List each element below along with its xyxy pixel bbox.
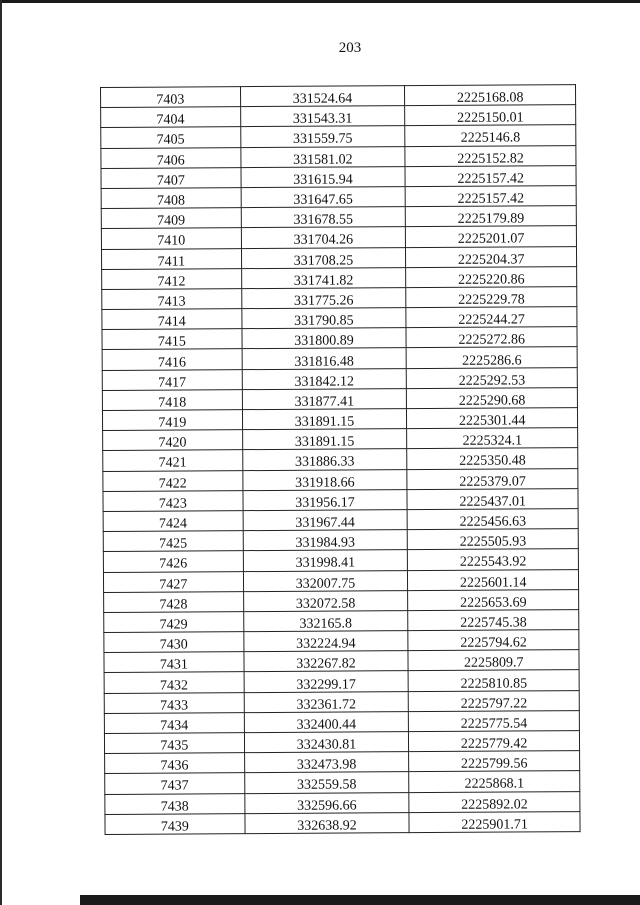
x-coordinate-cell xyxy=(244,691,409,712)
x-coordinate-cell xyxy=(244,772,409,793)
y-coordinate-cell xyxy=(409,710,580,731)
y-coordinate-cell xyxy=(409,811,580,832)
point-id-cell-text: 7409 xyxy=(157,213,186,229)
point-id-cell xyxy=(103,511,243,532)
x-coordinate-cell-text: 331877.41 xyxy=(294,394,355,410)
y-coordinate-cell xyxy=(407,488,578,509)
x-coordinate-cell xyxy=(241,288,406,309)
x-coordinate-cell xyxy=(244,792,409,813)
x-coordinate-cell xyxy=(241,308,406,329)
x-coordinate-cell-text: 331967.44 xyxy=(295,515,355,531)
y-coordinate-cell-text: 2225794.62 xyxy=(460,635,527,651)
point-id-cell-text: 7427 xyxy=(159,577,188,593)
point-id-cell-text: 7408 xyxy=(156,193,186,209)
x-coordinate-cell xyxy=(244,732,409,753)
y-coordinate-cell xyxy=(406,307,577,328)
point-id-cell-text: 7437 xyxy=(160,778,189,795)
y-coordinate-cell-text: 2225892.02 xyxy=(461,797,528,813)
y-coordinate-cell-text: 2225292.53 xyxy=(458,373,526,389)
x-coordinate-cell xyxy=(240,126,405,147)
y-coordinate-cell-text: 2225272.86 xyxy=(458,332,525,349)
point-id-cell-text: 7429 xyxy=(159,617,188,633)
x-coordinate-cell-text: 331704.26 xyxy=(293,232,354,249)
point-id-cell-text: 7421 xyxy=(158,455,187,472)
y-coordinate-cell xyxy=(408,549,579,570)
x-coordinate-cell-text: 331998.41 xyxy=(295,555,356,572)
y-coordinate-cell-text: 2225350.48 xyxy=(459,453,526,470)
y-coordinate-cell xyxy=(408,569,579,590)
x-coordinate-cell-text: 331524.64 xyxy=(292,91,353,107)
y-coordinate-cell xyxy=(408,650,579,671)
point-id-cell xyxy=(102,329,242,350)
point-id-cell-text: 7404 xyxy=(156,112,185,128)
x-coordinate-cell xyxy=(242,328,407,349)
x-coordinate-cell-text: 332361.72 xyxy=(296,697,357,713)
y-coordinate-cell-text: 2225152.82 xyxy=(457,151,524,167)
x-coordinate-cell xyxy=(243,611,408,632)
y-coordinate-cell-text: 2225779.42 xyxy=(460,736,528,752)
x-coordinate-cell xyxy=(243,489,408,510)
point-id-cell xyxy=(103,470,243,491)
x-coordinate-cell-text: 332430.81 xyxy=(296,737,357,753)
x-coordinate-cell xyxy=(241,187,406,208)
point-id-cell xyxy=(102,389,242,410)
point-id-cell-text: 7414 xyxy=(157,314,186,330)
x-coordinate-cell-text: 331891.15 xyxy=(294,414,355,430)
y-coordinate-cell-text: 2225745.38 xyxy=(460,615,527,631)
table-row xyxy=(101,85,576,108)
point-id-cell xyxy=(102,309,242,330)
x-coordinate-cell-text: 331886.33 xyxy=(294,454,355,471)
x-coordinate-cell-text: 331559.75 xyxy=(292,131,353,148)
x-coordinate-cell-text: 331581.02 xyxy=(293,152,353,168)
y-coordinate-cell xyxy=(408,630,579,651)
y-coordinate-cell-text: 2225229.78 xyxy=(458,292,525,308)
y-coordinate-cell xyxy=(409,771,580,792)
y-coordinate-cell xyxy=(407,367,578,388)
point-id-cell xyxy=(101,107,241,128)
x-coordinate-cell-text: 331956.17 xyxy=(295,495,355,511)
point-id-cell xyxy=(104,692,244,713)
y-coordinate-cell xyxy=(406,266,577,287)
point-id-cell-text: 7424 xyxy=(158,516,188,532)
y-coordinate-cell-text: 2225157.42 xyxy=(457,171,525,187)
point-id-cell xyxy=(102,369,242,390)
y-coordinate-cell-text: 2225543.92 xyxy=(459,554,527,571)
x-coordinate-cell-text: 331708.25 xyxy=(293,253,354,269)
point-id-cell-text: 7438 xyxy=(160,799,189,815)
point-id-cell-text: 7425 xyxy=(159,536,188,552)
point-id-cell-text: 7406 xyxy=(156,153,185,169)
point-id-cell xyxy=(101,188,241,209)
y-coordinate-cell xyxy=(407,448,578,469)
point-id-cell xyxy=(101,147,241,168)
x-coordinate-cell-text: 331543.31 xyxy=(292,111,353,128)
point-id-cell-text: 7407 xyxy=(156,173,185,189)
x-coordinate-cell xyxy=(242,368,407,389)
x-coordinate-cell-text: 332400.44 xyxy=(296,717,357,733)
y-coordinate-cell-text: 2225868.1 xyxy=(464,776,525,793)
x-coordinate-cell xyxy=(242,348,407,369)
point-id-cell xyxy=(105,773,245,794)
point-id-cell xyxy=(101,127,241,148)
point-id-cell xyxy=(101,228,241,249)
y-coordinate-cell-text: 2225157.42 xyxy=(457,191,525,207)
x-coordinate-cell xyxy=(244,711,409,732)
point-id-cell xyxy=(101,87,241,108)
point-id-cell xyxy=(105,753,245,774)
y-coordinate-cell-text: 2225809.7 xyxy=(463,655,524,672)
point-id-cell-text: 7410 xyxy=(157,233,186,250)
x-coordinate-cell xyxy=(241,207,406,228)
x-coordinate-cell-text: 331800.89 xyxy=(294,333,354,350)
point-id-cell xyxy=(102,289,242,310)
x-coordinate-cell-text: 331615.94 xyxy=(293,172,353,188)
y-coordinate-cell xyxy=(406,286,577,307)
point-id-cell xyxy=(103,531,243,552)
y-coordinate-cell-text: 2225220.86 xyxy=(458,272,525,288)
point-id-cell xyxy=(103,430,243,451)
y-coordinate-cell xyxy=(408,589,579,610)
point-id-cell-text: 7422 xyxy=(158,476,187,492)
x-coordinate-cell xyxy=(240,146,405,167)
point-id-cell-text: 7413 xyxy=(157,294,186,310)
x-coordinate-cell xyxy=(242,409,407,430)
point-id-cell-text: 7415 xyxy=(157,334,186,350)
point-id-cell xyxy=(102,268,242,289)
y-coordinate-cell-text: 2225324.1 xyxy=(462,433,523,450)
point-id-cell-text: 7431 xyxy=(159,657,188,673)
x-coordinate-cell-text: 332224.94 xyxy=(296,636,356,652)
scan-edge-bottom xyxy=(80,895,640,905)
y-coordinate-cell-text: 2225286.6 xyxy=(462,352,522,369)
y-coordinate-cell xyxy=(408,609,579,630)
y-coordinate-cell-text: 2225505.93 xyxy=(459,534,527,551)
point-id-cell xyxy=(103,490,243,511)
point-id-cell-text: 7423 xyxy=(158,496,187,512)
y-coordinate-cell-text: 2225379.07 xyxy=(459,474,526,490)
x-coordinate-cell xyxy=(243,631,408,652)
y-coordinate-cell-text: 2225179.89 xyxy=(457,211,525,228)
y-coordinate-cell-text: 2225437.01 xyxy=(459,494,526,510)
point-id-cell xyxy=(104,591,244,612)
x-coordinate-cell-text: 331647.65 xyxy=(293,192,353,208)
y-coordinate-cell-text: 2225775.54 xyxy=(460,716,528,732)
point-id-cell xyxy=(104,612,244,633)
y-coordinate-cell-text: 2225301.44 xyxy=(458,413,526,429)
point-id-cell-text: 7433 xyxy=(160,698,189,714)
scan-edge-top xyxy=(0,0,640,3)
x-coordinate-cell xyxy=(243,550,408,571)
x-coordinate-cell-text: 332473.98 xyxy=(296,757,357,774)
x-coordinate-cell-text: 332638.92 xyxy=(297,818,357,834)
point-id-cell-text: 7416 xyxy=(157,355,187,371)
point-id-cell xyxy=(104,652,244,673)
point-id-cell-text: 7420 xyxy=(158,435,187,451)
x-coordinate-cell-text: 331891.15 xyxy=(294,434,355,451)
point-id-cell xyxy=(101,167,241,188)
y-coordinate-cell-text: 2225290.68 xyxy=(458,393,526,409)
x-coordinate-cell xyxy=(241,166,406,187)
y-coordinate-cell xyxy=(406,327,577,348)
y-coordinate-cell-text: 2225810.85 xyxy=(460,675,528,692)
x-coordinate-cell-text: 332072.58 xyxy=(295,596,356,612)
y-coordinate-cell xyxy=(406,226,577,247)
x-coordinate-cell-text: 332559.58 xyxy=(296,777,357,794)
x-coordinate-cell-text: 331678.55 xyxy=(293,212,354,229)
point-id-cell-text: 7412 xyxy=(157,274,186,290)
point-id-cell-text: 7426 xyxy=(159,556,188,573)
y-coordinate-cell xyxy=(405,105,576,126)
x-coordinate-cell xyxy=(241,247,406,268)
point-id-cell-text: 7432 xyxy=(159,678,189,694)
x-coordinate-cell xyxy=(244,752,409,773)
y-coordinate-cell xyxy=(406,206,577,227)
y-coordinate-cell-text: 2225146.8 xyxy=(460,130,521,147)
x-coordinate-cell-text: 332299.17 xyxy=(296,676,356,693)
y-coordinate-cell xyxy=(408,690,579,711)
point-id-cell xyxy=(101,248,241,269)
x-coordinate-cell xyxy=(244,651,409,672)
x-coordinate-cell-text: 331816.48 xyxy=(294,353,354,370)
y-coordinate-cell xyxy=(407,529,578,550)
point-id-cell xyxy=(105,813,245,834)
point-id-cell xyxy=(103,551,243,572)
x-coordinate-cell xyxy=(245,812,410,833)
y-coordinate-cell-text: 2225168.08 xyxy=(456,90,524,106)
x-coordinate-cell xyxy=(243,570,408,591)
x-coordinate-cell xyxy=(242,388,407,409)
x-coordinate-cell-text: 332007.75 xyxy=(295,576,356,592)
point-id-cell-text: 7419 xyxy=(158,415,187,431)
coordinate-table-body xyxy=(101,85,581,835)
point-id-cell-text: 7411 xyxy=(157,254,186,270)
y-coordinate-cell xyxy=(407,468,578,489)
y-coordinate-cell xyxy=(409,731,580,752)
coordinate-table xyxy=(100,84,581,835)
y-coordinate-cell-text: 2225244.27 xyxy=(458,312,525,328)
point-id-cell xyxy=(105,793,245,814)
x-coordinate-cell-text: 331918.66 xyxy=(295,475,355,491)
y-coordinate-cell xyxy=(405,165,576,186)
y-coordinate-cell-text: 2225797.22 xyxy=(460,696,528,712)
y-coordinate-cell xyxy=(405,145,576,166)
x-coordinate-cell xyxy=(242,429,407,450)
point-id-cell xyxy=(104,632,244,653)
point-id-cell xyxy=(102,349,242,370)
y-coordinate-cell-text: 2225201.07 xyxy=(457,231,525,248)
x-coordinate-cell xyxy=(242,449,407,470)
x-coordinate-cell-text: 331984.93 xyxy=(295,535,356,552)
x-coordinate-cell xyxy=(240,106,405,127)
x-coordinate-cell xyxy=(244,671,409,692)
x-coordinate-cell xyxy=(243,530,408,551)
x-coordinate-cell-text: 331775.26 xyxy=(293,293,354,309)
point-id-cell xyxy=(103,450,243,471)
point-id-cell-text: 7435 xyxy=(160,738,189,754)
x-coordinate-cell xyxy=(242,469,407,490)
point-id-cell-text: 7436 xyxy=(160,758,189,774)
point-id-cell xyxy=(104,712,244,733)
point-id-cell-text: 7417 xyxy=(158,375,187,391)
point-id-cell-text: 7434 xyxy=(160,718,189,734)
y-coordinate-cell xyxy=(407,428,578,449)
y-coordinate-cell-text: 2225456.63 xyxy=(459,514,527,530)
point-id-cell-text: 7430 xyxy=(159,637,188,653)
point-id-cell-text: 7439 xyxy=(160,819,189,835)
x-coordinate-cell-text: 332596.66 xyxy=(297,798,357,814)
y-coordinate-cell xyxy=(409,791,580,812)
y-coordinate-cell-text: 2225901.71 xyxy=(461,817,528,833)
x-coordinate-cell-text: 331842.12 xyxy=(294,374,355,390)
y-coordinate-cell-text: 2225799.56 xyxy=(460,756,528,773)
point-id-cell-text: 7428 xyxy=(159,597,188,613)
point-id-cell-text: 7405 xyxy=(156,132,185,149)
x-coordinate-cell-text: 332165.8 xyxy=(299,616,353,632)
y-coordinate-cell-text: 2225150.01 xyxy=(457,110,524,127)
y-coordinate-cell xyxy=(405,85,576,106)
point-id-cell-text: 7403 xyxy=(156,92,185,108)
x-coordinate-cell-text: 332267.82 xyxy=(296,656,356,673)
scan-edge-left xyxy=(0,0,2,905)
y-coordinate-cell-text: 2225601.14 xyxy=(459,574,527,591)
point-id-cell-text: 7418 xyxy=(158,395,187,411)
y-coordinate-cell xyxy=(405,125,576,146)
x-coordinate-cell-text: 331741.82 xyxy=(293,273,354,289)
x-coordinate-cell xyxy=(241,227,406,248)
y-coordinate-cell xyxy=(406,246,577,267)
x-coordinate-cell xyxy=(241,267,406,288)
y-coordinate-cell xyxy=(407,387,578,408)
y-coordinate-cell xyxy=(406,347,577,368)
y-coordinate-cell xyxy=(407,408,578,429)
y-coordinate-cell xyxy=(407,509,578,530)
x-coordinate-cell xyxy=(240,86,405,107)
point-id-cell xyxy=(103,571,243,592)
y-coordinate-cell-text: 2225204.37 xyxy=(457,252,525,268)
point-id-cell xyxy=(102,410,242,431)
point-id-cell xyxy=(104,733,244,754)
x-coordinate-cell xyxy=(243,590,408,611)
y-coordinate-cell xyxy=(405,186,576,207)
y-coordinate-cell-text: 2225653.69 xyxy=(460,595,527,611)
point-id-cell xyxy=(101,208,241,229)
page-number: 203 xyxy=(338,40,362,56)
point-id-cell xyxy=(104,672,244,693)
x-coordinate-cell-text: 331790.85 xyxy=(294,313,354,329)
y-coordinate-cell xyxy=(408,670,579,691)
y-coordinate-cell xyxy=(409,751,580,772)
x-coordinate-cell xyxy=(243,510,408,531)
